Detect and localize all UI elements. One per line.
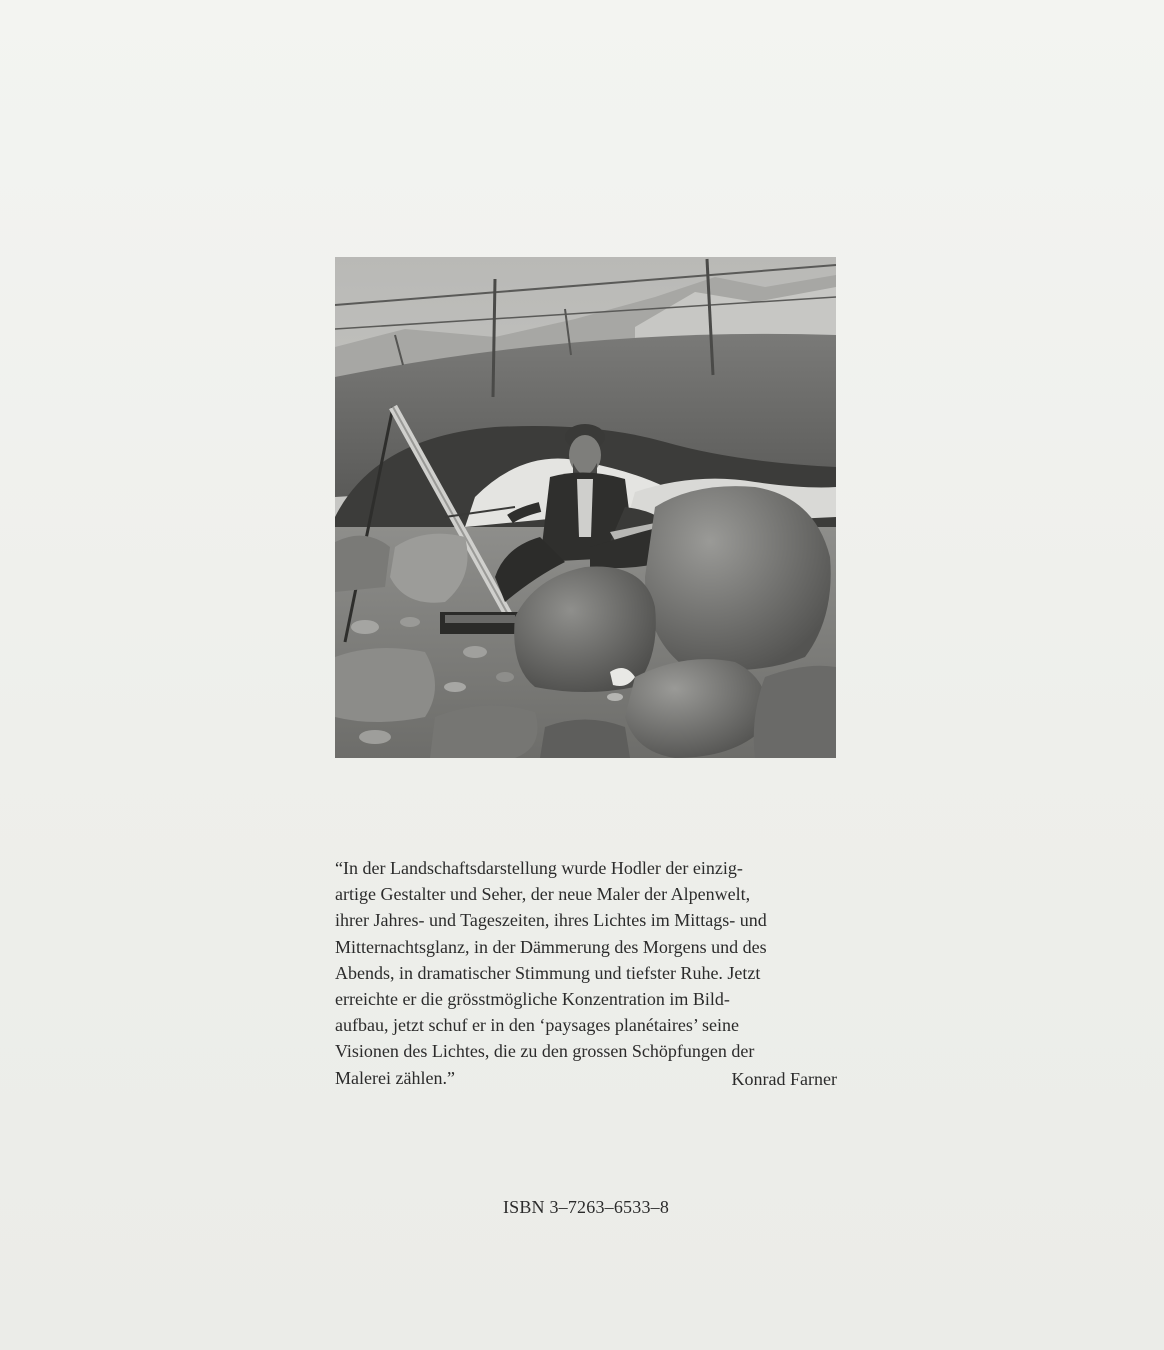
quote-line: ihrer Jahres- und Tageszeiten, ihres Lichtes im Mittags- und bbox=[335, 910, 767, 931]
quote-line: aufbau, jetzt schuf er in den ‘paysages planétaires’ seine bbox=[335, 1015, 739, 1036]
quote-line: artige Gestalter und Seher, der neue Maler der Alpenwelt, bbox=[335, 884, 751, 905]
cover-photograph bbox=[335, 257, 836, 758]
quote-line: Abends, in dramatischer Stimmung und tiefster Ruhe. Jetzt bbox=[335, 962, 761, 983]
quote-author: Konrad Farner bbox=[731, 1069, 837, 1089]
quote-line: Malerei zählen.” bbox=[335, 1067, 455, 1088]
hodler-quote bbox=[335, 855, 837, 1091]
isbn-number: ISBN 3–7263–6533–8 bbox=[502, 1197, 670, 1217]
quote-line: erreichte er die grösstmögliche Konzentration im Bild- bbox=[335, 989, 730, 1010]
quote-line: Visionen des Lichtes, die zu den grossen Schöpfungen der bbox=[335, 1041, 755, 1062]
quote-line: “In der Landschaftsdarstellung wurde Hodler der einzig- bbox=[335, 858, 743, 878]
quote-line: Mitternachtsglanz, in der Dämmerung des Morgens und des bbox=[335, 936, 767, 957]
